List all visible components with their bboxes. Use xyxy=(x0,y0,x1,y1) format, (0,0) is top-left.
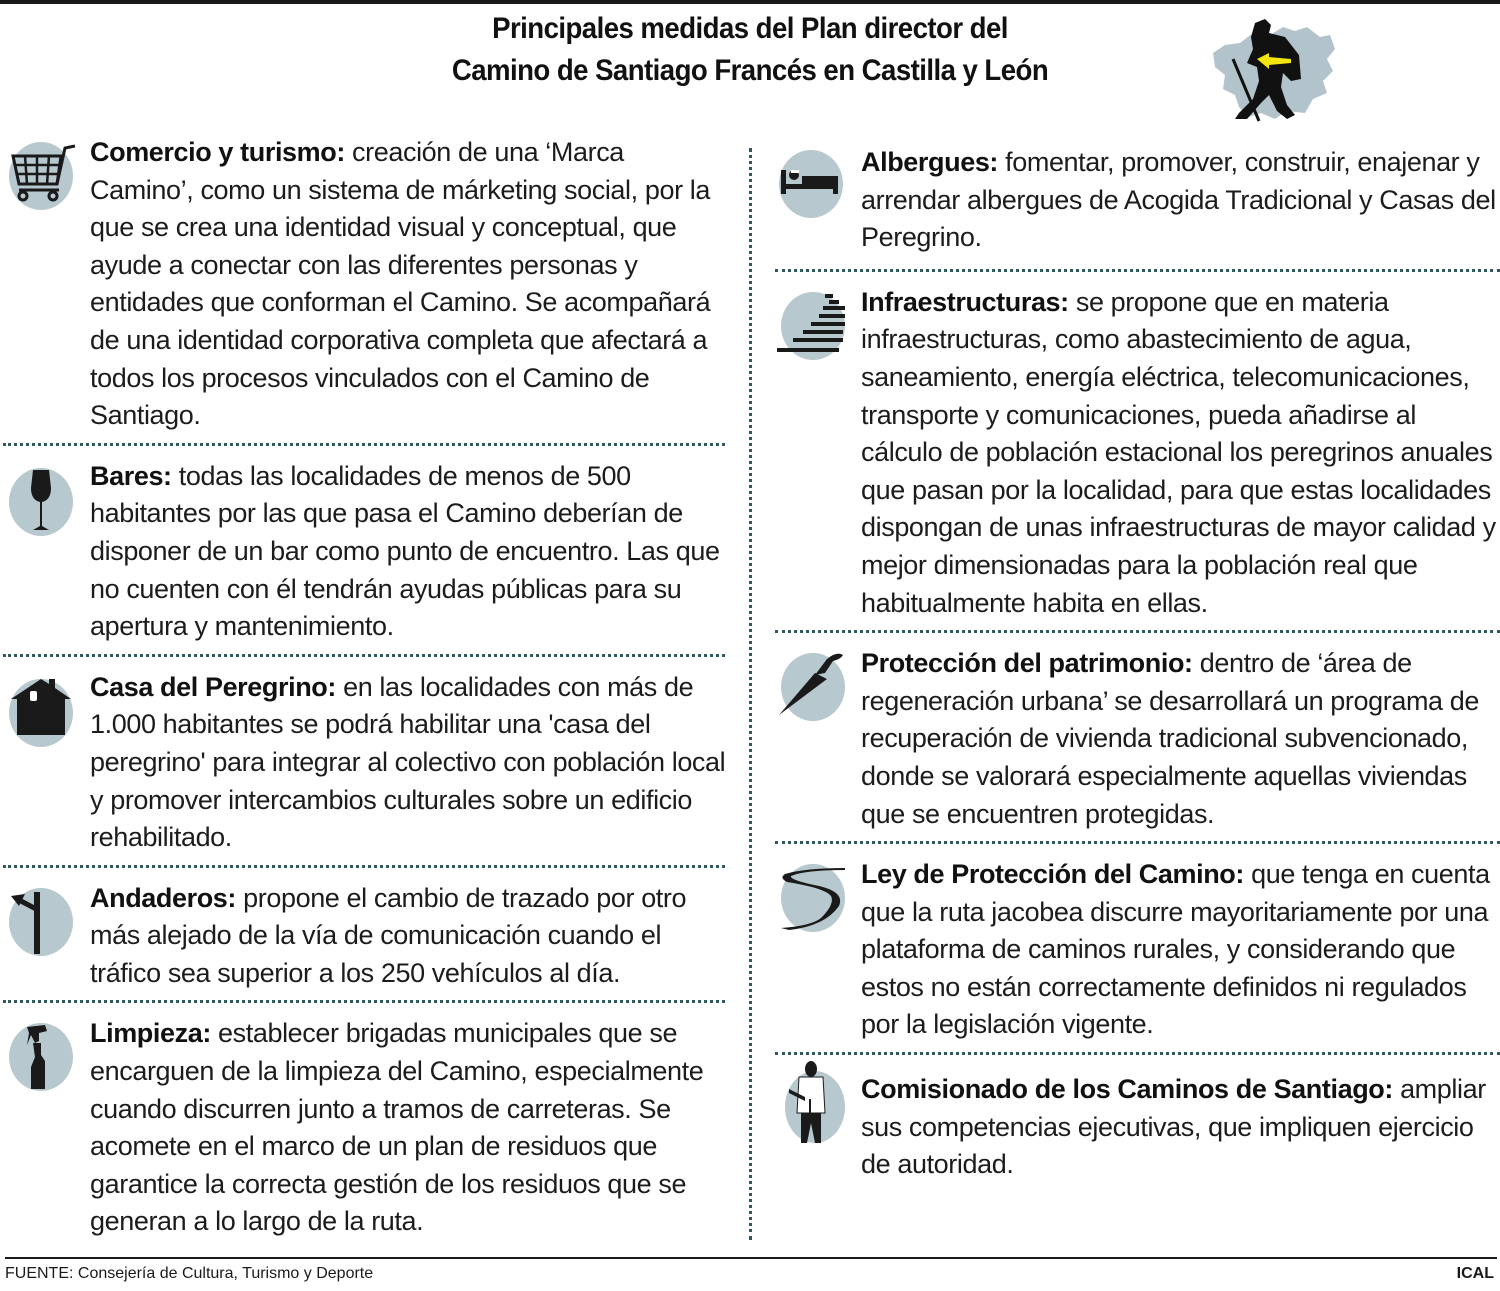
title-line-2: Camino de Santiago Francés en Castilla y León xyxy=(451,54,1049,87)
measure-bares xyxy=(0,446,727,654)
measure-body: establecer brigadas municipales que se encarguen de la limpieza del Camino, especialmente cuando discurren junto a tramos de carreteras. Se acomete en el marco de un plan de residuos que garantice la correcta gestión de los residuos que se generan a lo largo de la ruta. xyxy=(90,1018,704,1237)
measure-comisionado xyxy=(770,1055,1500,1192)
measure-text xyxy=(90,880,727,993)
measure-heading: Limpieza: xyxy=(90,1018,211,1049)
measure-patrimonio xyxy=(770,633,1500,841)
measure-albergues xyxy=(770,130,1500,269)
measure-body: todas las localidades de menos de 500 habitantes por las que pasa el Camino deberían de disponer de un bar como punto de encuentro. Las que no cuenten con él tendrán ayudas públicas para su apertura y mantenimiento. xyxy=(90,460,720,642)
measure-heading: Protección del patrimonio: xyxy=(861,648,1193,679)
measure-text xyxy=(90,669,727,857)
measure-heading: Bares: xyxy=(90,460,172,491)
wine-glass-icon xyxy=(5,466,77,538)
measure-text xyxy=(861,284,1500,622)
measure-heading: Infraestructuras: xyxy=(861,286,1069,317)
left-column xyxy=(0,130,727,1249)
column-divider xyxy=(749,148,752,1240)
right-column xyxy=(770,130,1500,1192)
measure-text xyxy=(90,1015,727,1241)
bed-icon xyxy=(775,148,847,220)
measure-text xyxy=(861,144,1500,257)
measure-heading: Andaderos: xyxy=(90,882,237,913)
measure-body: en las localidades con más de 1.000 habitantes se podrá habilitar una 'casa del peregrino' para integrar al colectivo con población local y promover intercambios culturales sobre un edificio rehabilitado. xyxy=(90,671,726,853)
measure-text xyxy=(861,645,1500,833)
measure-heading: Albergues: xyxy=(861,147,999,177)
measure-infraestructuras xyxy=(770,272,1500,630)
source-credit: FUENTE: Consejería de Cultura, Turismo y Deporte xyxy=(5,1265,374,1282)
official-person-icon xyxy=(775,1059,847,1151)
measure-heading: Comercio y turismo: xyxy=(90,137,345,167)
measure-text xyxy=(861,1071,1500,1184)
measure-heading: Ley de Protección del Camino: xyxy=(861,859,1244,890)
measure-heading: Casa del Peregrino: xyxy=(90,671,336,702)
measure-body: propone el cambio de trazado por otro más alejado de la vía de comunicación cuando el tráfico sea superior a los 250 vehículos al día. xyxy=(90,882,687,988)
measure-text xyxy=(90,134,727,435)
winding-road-icon xyxy=(775,862,847,934)
measure-casa-peregrino xyxy=(0,657,727,865)
agency-credit: ICAL xyxy=(1456,1265,1494,1282)
measure-andaderos xyxy=(0,868,727,1001)
pilgrim-walker-on-map-icon xyxy=(1195,15,1345,127)
measure-body: creación de una ‘Marca Camino’, como un sistema de márketing social, por la que se crea una identidad visual y conceptual, que ayude a conectar con las diferentes personas y entidades que conforman el Camino. Se acompañará de una identidad corporativa completa que afectará a todos los procesos vinculados con el Camino de Santiago. xyxy=(90,137,711,431)
measure-limpieza xyxy=(0,1003,727,1249)
shopping-cart-icon xyxy=(5,140,77,212)
measure-comercio-turismo xyxy=(0,130,727,443)
top-rule xyxy=(0,0,1500,4)
measure-body: fomentar, promover, construir, enajenar y arrendar albergues de Acogida Tradicional y Casas del Peregrino. xyxy=(861,147,1496,253)
stairs-infrastructure-icon xyxy=(775,290,847,362)
trowel-icon xyxy=(775,651,847,723)
title-line-1: Principales medidas del Plan director del xyxy=(492,12,1008,45)
measure-body: dentro de ‘área de regeneración urbana’ se desarrollará un programa de recuperación de vivienda tradicional subvencionado, donde se valorará especialmente aquellas viviendas que se encuentren protegidas. xyxy=(861,648,1479,829)
measure-text xyxy=(861,856,1500,1044)
bottom-rule xyxy=(5,1257,1497,1259)
measure-heading: Comisionado de los Caminos de Santiago: xyxy=(861,1074,1393,1105)
measure-body: que tenga en cuenta que la ruta jacobea discurre mayoritariamente por una plataforma de caminos rurales, y considerando que estos no están correctamente definidos ni regulados por la legislación vigente. xyxy=(861,859,1490,1040)
spray-bottle-icon xyxy=(5,1021,77,1093)
measure-text xyxy=(90,458,727,646)
road-fork-arrow-icon xyxy=(5,886,77,958)
house-icon xyxy=(5,675,77,747)
measure-ley-proteccion xyxy=(770,844,1500,1052)
measure-body: ampliar sus competencias ejecutivas, que impliquen ejercicio de autoridad. xyxy=(861,1074,1486,1180)
measure-body: se propone que en materia infraestructuras, como abastecimiento de agua, saneamiento, energía eléctrica, telecomunicaciones, transporte y comunicaciones, pueda añadirse al cálculo de población estacional los peregrinos anuales que pasan por la localidad, para que estas localidades dispongan de unas infraestructuras de mayor calidad y mejor dimensionadas para la población real que habitualmente habita en ellas. xyxy=(861,286,1496,618)
